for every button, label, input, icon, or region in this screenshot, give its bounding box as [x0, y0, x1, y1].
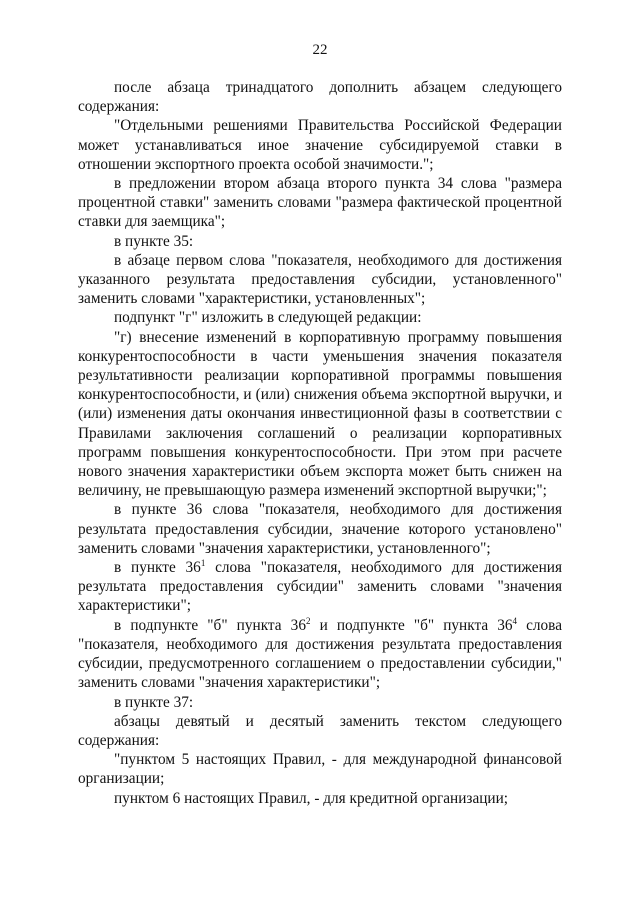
paragraph	[78, 558, 562, 616]
paragraph	[78, 232, 562, 251]
paragraph-text: после абзаца тринадцатого дополнить абзацем следующего содержания:	[78, 79, 562, 116]
page-number: 22	[312, 42, 328, 58]
paragraph-text: "Отдельными решениями Правительства Российской Федерации может устанавливаться иное значение субсидируемой ставки в отношении экспортного проекта особой значимости.";	[78, 117, 562, 173]
paragraph-text: подпункт "г" изложить в следующей редакции:	[114, 309, 422, 327]
paragraph-text: в подпункте "б" пункта 36	[114, 616, 306, 634]
paragraph-text: и подпункте "б" пункта 36	[310, 616, 513, 634]
paragraph-text: пунктом 6 настоящих Правил, - для кредитной организации;	[114, 789, 509, 807]
paragraph-text: в абзаце первом слова "показателя, необходимого для достижения указанного результата предоставления субсидии, установленного" заменить словами "характеристики, установленных";	[78, 251, 562, 308]
superscript-index: 1	[200, 557, 206, 568]
paragraph-text: "г) внесение изменений в корпоративную программу повышения конкурентоспособности в части уменьшения значения показателя результативности реализации корпоративной программы повышения конкурентоспособности, и (или) снижения объема экспортной выручки, и (или) изменения даты окончания инвестиционной фазы в соответствии с Правилами заключения соглашений о реализации корпоративных программ повышения конкурентоспособности. При этом при расчете нового значения характеристики объем экспорта может быть снижен на величину, не превышающую размера изменений экспортной выручки;";	[78, 328, 562, 500]
document-body	[78, 78, 562, 808]
paragraph-text: слова "показателя, необходимого для достижения результата предоставления субсидии, предусмотренного соглашением о предоставлении субсидии," заменить словами "значения характеристики";	[78, 616, 562, 692]
paragraph	[78, 328, 562, 501]
paragraph	[78, 116, 562, 174]
paragraph	[78, 789, 562, 808]
paragraph	[78, 500, 562, 558]
paragraph	[78, 308, 562, 327]
paragraph	[78, 712, 562, 750]
paragraph	[78, 251, 562, 309]
paragraph-text: "пунктом 5 настоящих Правил, - для международной финансовой организации;	[78, 751, 562, 788]
superscript-index: 4	[512, 615, 518, 626]
paragraph-text: абзацы девятый и десятый заменить текстом следующего содержания:	[78, 712, 562, 749]
paragraph-text: в пункте 35:	[114, 232, 194, 250]
paragraph	[78, 78, 562, 116]
superscript-index: 2	[305, 615, 311, 626]
paragraph	[78, 693, 562, 712]
paragraph-text: в пункте 36	[114, 559, 201, 577]
paragraph	[78, 750, 562, 788]
paragraph-text: слова "показателя, необходимого для достижения результата предоставления субсидии" заменить словами "значения характеристики";	[78, 559, 562, 615]
paragraph	[78, 616, 562, 693]
paragraph-text: в пункте 37:	[114, 693, 194, 711]
paragraph	[78, 174, 562, 232]
paragraph-text: в предложении втором абзаца второго пункта 34 слова "размера процентной ставки" заменить словами "размера фактической процентной ставки для заемщика";	[78, 175, 562, 231]
paragraph-text: в пункте 36 слова "показателя, необходимого для достижения результата предоставления субсидии, значение которого установлено" заменить словами "значения характеристики, установленного";	[78, 501, 562, 557]
